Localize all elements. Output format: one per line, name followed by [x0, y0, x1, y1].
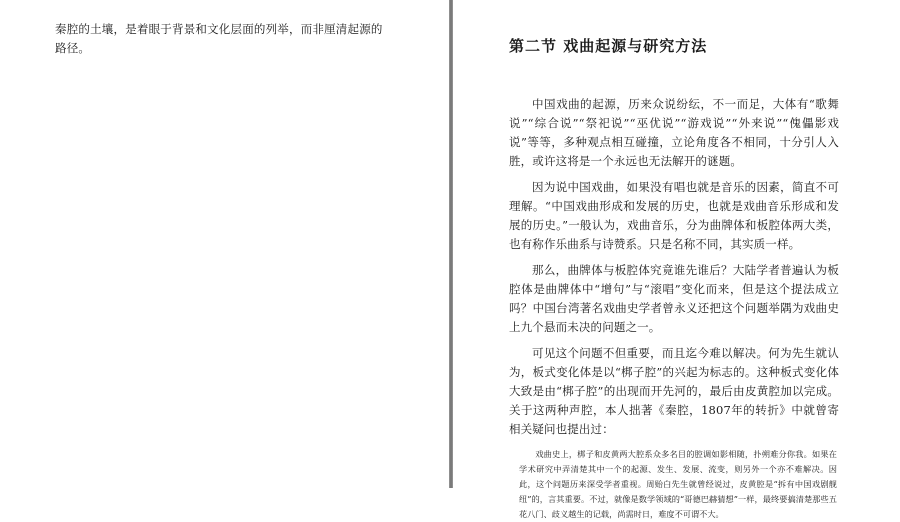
left-page: [0, 0, 449, 488]
paragraph-2: 因为说中国戏曲，如果没有唱也就是音乐的因素，简直不可理解。“中国戏曲形成和发展的历史，也就是戏曲音乐形成和发展的历史。”一般认为，戏曲音乐，分为曲牌体和板腔体两大类，也有称作乐曲系与诗赞系。只是名称不同，其实质一样。: [509, 180, 839, 251]
body-text: [509, 95, 839, 522]
right-page: [453, 0, 900, 519]
left-page-text: 秦腔的土壤，是着眼于背景和文化层面的列举，而非厘清起源的路径。: [55, 22, 383, 55]
section-heading: 第二节 戏曲起源与研究方法: [509, 37, 708, 55]
paragraph-4: 可见这个问题不但重要，而且迄今难以解决。何为先生就认为，板式变化体是以“梆子腔”的兴起为标志的。这种板式变化体大致是由“梆子腔”的出现而开先河的，最后由皮黄腔加以完成。关于这两种声腔，本人拙著《秦腔，1807年的转折》中就曾寄相关疑问也提出过：: [509, 346, 839, 436]
paragraph-3: 那么，曲牌体与板腔体究竟谁先谁后？大陆学者普遍认为板腔体是曲牌体中“增句”与“滚唱”变化而来，但是这个提法成立吗？中国台湾著名戏曲史学者曾永义还把这个问题举隅为戏曲史上九个悬而未决的问题之一。: [509, 263, 839, 334]
paragraph-1: 中国戏曲的起源，历来众说纷纭，不一而足，大体有“歌舞说”“综合说”“祭祀说”“巫优说”“游戏说”“外来说”“傀儡影戏说”等等，多种观点相互碰撞，立论角度各不相同，十分引人入胜，或许这将是一个永远也无法解开的谜题。: [509, 97, 839, 168]
block-quote: 戏曲史上，梆子和皮黄两大腔系众多名目的腔调如影相随，扑朔难分你我。如果在学术研究中弄清楚其中一个的起源、发生、发展、流变，则另外一个亦不难解决。因此，这个问题历来深受学者重视。周贻白先生就曾经说过，皮黄腔是“拆有中国戏剧舰纽”的，言其重要。不过，就像是数学领域的“哥德巴赫猜想”一样，最终要搞清楚那些五花八门、歧义越生的记载，尚需时日，难度不可谓不大。: [519, 449, 837, 519]
